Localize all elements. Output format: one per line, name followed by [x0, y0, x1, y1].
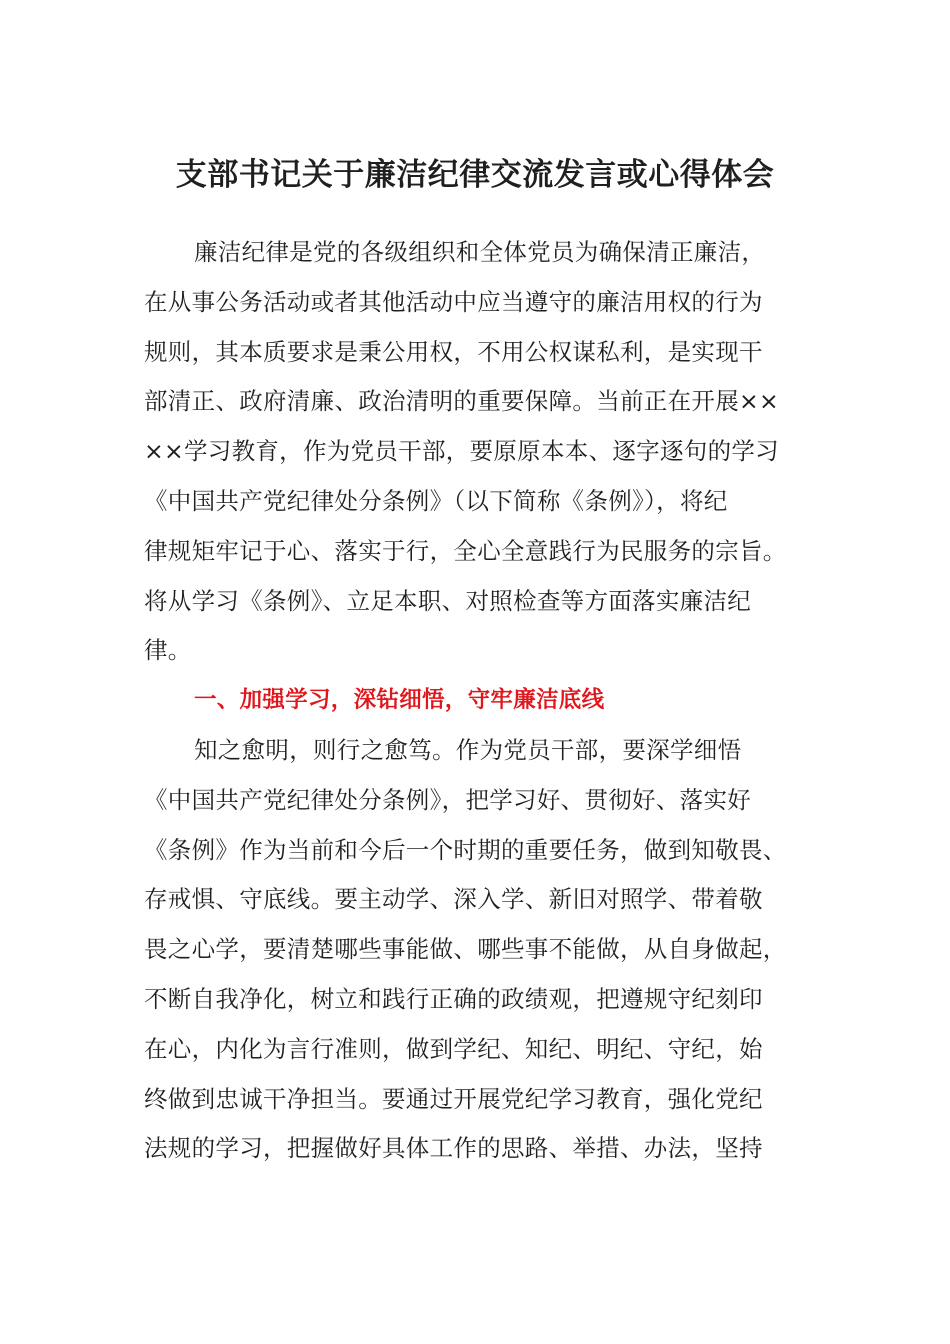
paragraph-line: 部清正、政府清廉、政治清明的重要保障。当前正在开展×× — [144, 387, 779, 416]
document-title: 支部书记关于廉洁纪律交流发言或心得体会 — [175, 157, 775, 193]
paragraph-line: 不断自我净化，树立和践行正确的政绩观，把遵规守纪刻印 — [144, 984, 763, 1013]
paragraph-line: 存戒惧、守底线。要主动学、深入学、新旧对照学、带着敬 — [144, 885, 763, 914]
paragraph-line: 廉洁纪律是党的各级组织和全体党员为确保清正廉洁， — [194, 238, 766, 266]
section-heading-block — [144, 676, 808, 726]
paragraph-line: 终做到忠诚干净担当。要通过开展党纪学习教育，强化党纪 — [144, 1084, 763, 1113]
section-heading: 一、加强学习，深钻细悟，守牢廉洁底线 — [194, 687, 605, 713]
paragraph-line: ××学习教育，作为党员干部，要原原本本、逐字逐句的学习 — [144, 437, 779, 466]
paragraph-line: 在心，内化为言行准则，做到学纪、知纪、明纪、守纪，始 — [144, 1034, 763, 1063]
paragraph-line: 在从事公务活动或者其他活动中应当遵守的廉洁用权的行为 — [144, 287, 763, 316]
paragraph-line: 《中国共产党纪律处分条例》（以下简称《条例》），将纪 — [144, 486, 728, 515]
paragraph-section-1 — [144, 726, 808, 1174]
paragraph-line: 律规矩牢记于心、落实于行，全心全意践行为民服务的宗旨。 — [144, 536, 787, 565]
paragraph-intro — [144, 228, 808, 676]
paragraph-line: 《中国共产党纪律处分条例》，把学习好、贯彻好、落实好 — [144, 785, 752, 814]
paragraph-line: 规则，其本质要求是秉公用权，不用公权谋私利，是实现干 — [144, 337, 763, 366]
paragraph-line: 畏之心学，要清楚哪些事能做、哪些事不能做，从自身做起， — [144, 935, 787, 964]
paragraph-line: 法规的学习，把握做好具体工作的思路、举措、办法，坚持 — [144, 1134, 763, 1163]
paragraph-line: 将从学习《条例》、立足本职、对照检查等方面落实廉洁纪 — [144, 586, 752, 615]
paragraph-line: 律。 — [144, 636, 192, 665]
paragraph-line: 《条例》作为当前和今后一个时期的重要任务，做到知敬畏、 — [144, 835, 787, 864]
paragraph-line: 知之愈明，则行之愈笃。作为党员干部，要深学细悟 — [194, 736, 742, 764]
